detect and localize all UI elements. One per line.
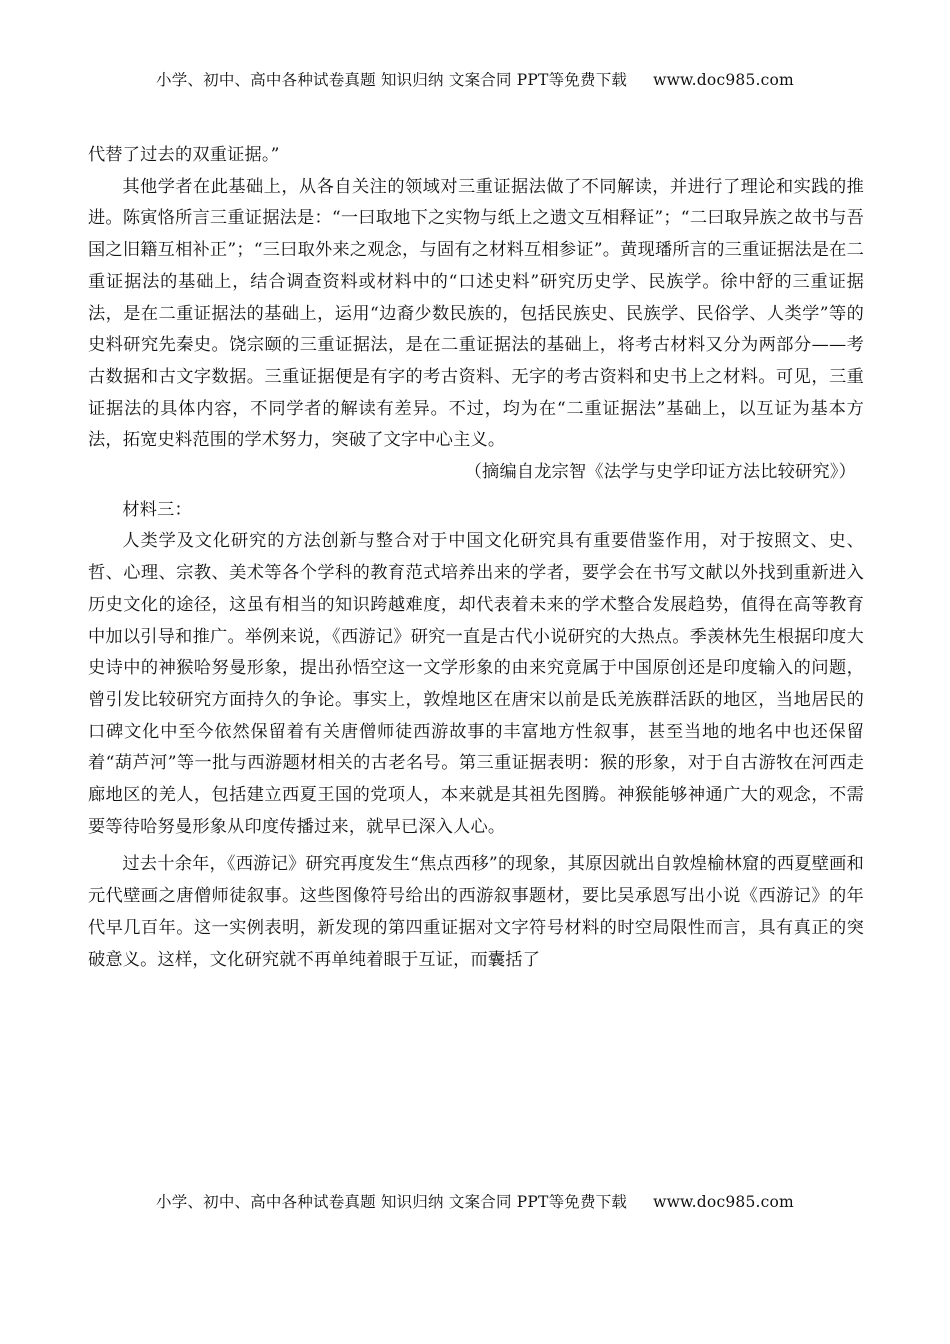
page-footer xyxy=(0,1190,950,1212)
paragraph-continuation: 代替了过去的双重证据。” xyxy=(88,145,280,165)
header-url-link[interactable]: www.doc985.com xyxy=(653,71,794,89)
paragraph-triple-evidence: 其他学者在此基础上，从各自关注的领域对三重证据法做了不同解读，并进行了理论和实践的推进。陈寅恪所言三重证据法是：“一曰取地下之实物与纸上之遗文互相释证”；“二曰取异族之故书与吾国之旧籍互相补正”；“三曰取外来之观念，与固有之材料互相参证”。黄现璠所言的三重证据法是在二重证据法的基础上，结合调查资料或材料中的“口述史料”研究历史学、民族学。徐中舒的三重证据法，是在二重证据法的基础上，运用“边裔少数民族的，包括民族史、民族学、民俗学、人类学”等的史料研究先秦史。饶宗颐的三重证据法，是在二重证据法的基础上，将考古材料又分为两部分——考古数据和古文字数据。三重证据便是有字的考古资料、无字的考古资料和史书上之材料。可见，三重证据法的具体内容，不同学者的解读有差异。不过，均为在“二重证据法”基础上，以互证为基本方法，拓宽史料范围的学术努力，突破了文字中心主义。 xyxy=(88,176,864,451)
footer-url-link[interactable]: www.doc985.com xyxy=(653,1193,794,1211)
document-body xyxy=(88,140,864,976)
source-citation: （摘编自龙宗智《法学与史学印证方法比较研究》） xyxy=(464,462,856,483)
header-text: 小学、初中、高中各种试卷真题 知识归纳 文案合同 PPT等免费下载 xyxy=(156,71,628,89)
material-three-label: 材料三： xyxy=(122,499,192,520)
footer-text: 小学、初中、高中各种试卷真题 知识归纳 文案合同 PPT等免费下载 xyxy=(156,1193,628,1211)
paragraph-anthropology: 人类学及文化研究的方法创新与整合对于中国文化研究具有重要借鉴作用，对于按照文、史、哲、心理、宗教、美术等各个学科的教育范式培养出来的学者，要学会在书写文献以外找到重新进入历史文化的途径，这虽有相当的知识跨越难度，却代表着未来的学术整合发展趋势，值得在高等教育中加以引导和推广。举例来说，《西游记》研究一直是古代小说研究的大热点。季羡林先生根据印度大史诗中的神猴哈努曼形象，提出孙悟空这一文学形象的由来究竟属于中国原创还是印度输入的问题，曾引发比较研究方面持久的争论。事实上，敦煌地区在唐宋以前是氐羌族群活跃的地区，当地居民的口碑文化中至今依然保留着有关唐僧师徒西游故事的丰富地方性叙事，甚至当地的地名中也还保留着“葫芦河”等一批与西游题材相关的古老名号。第三重证据表明：猴的形象，对于自古游牧在河西走廊地区的羌人，包括建立西夏王国的党项人，本来就是其祖先图腾。神猴能够神通广大的观念，不需要等待哈努曼形象从印度传播过来，就早已深入人心。 xyxy=(88,531,864,837)
paragraph-journey-west: 过去十余年，《西游记》研究再度发生“焦点西移”的现象，其原因就出自敦煌榆林窟的西夏壁画和元代壁画之唐僧师徒叙事。这些图像符号给出的西游叙事题材，要比吴承恩写出小说《西游记》的年代早几百年。这一实例表明，新发现的第四重证据对文字符号材料的时空局限性而言，具有真正的突破意义。这样，文化研究就不再单纯着眼于互证，而囊括了 xyxy=(88,854,864,970)
page-header xyxy=(0,68,950,90)
